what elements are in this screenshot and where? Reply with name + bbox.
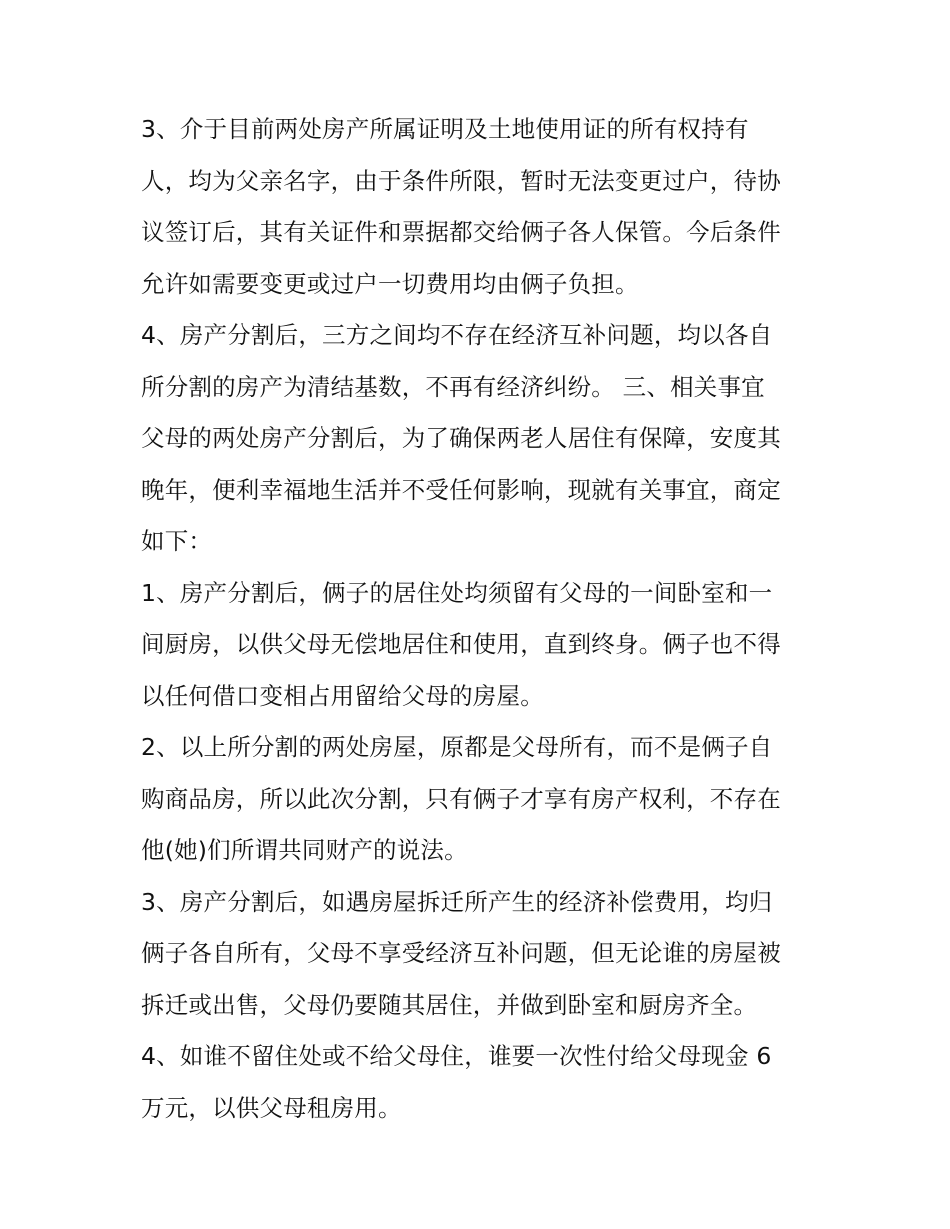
text-line: 拆迁或出售，父母仍要随其居住，并做到卧室和厨房齐全。 — [141, 990, 758, 1019]
text-line: 4、房产分割后，三方之间均不存在经济互补问题，均以各自 — [141, 321, 773, 349]
text-line: 如下： — [141, 527, 213, 555]
document-body — [141, 104, 813, 1134]
text-line: 所分割的房产为清结基数，不再有经济纠纷。 三、相关事宜 — [141, 372, 765, 401]
text-line: 允许如需要变更或过户一切费用均由俩子负担。 — [141, 269, 639, 298]
text-line: 3、房产分割后，如遇房屋拆迁所产生的经济补偿费用，均归 — [141, 887, 773, 916]
text-line: 2、以上所分割的两处房屋，原都是父母所有，而不是俩子自 — [141, 733, 773, 761]
text-line: 购商品房，所以此次分割，只有俩子才享有房产权利，不存在 — [141, 784, 781, 813]
text-line: 议签订后，其有关证件和票据都交给俩子各人保管。今后条件 — [141, 218, 781, 246]
text-line: 他(她)们所谓共同财产的说法。 — [141, 836, 468, 864]
text-line: 3、介于目前两处房产所属证明及土地使用证的所有权持有 — [141, 115, 749, 143]
text-line: 间厨房，以供父母无偿地居住和使用，直到终身。俩子也不得 — [141, 630, 781, 658]
text-line: 1、房产分割后，俩子的居住处均须留有父母的一间卧室和一 — [141, 578, 773, 607]
text-line: 人，均为父亲名字，由于条件所限，暂时无法变更过户，待协 — [141, 166, 781, 195]
text-line: 以任何借口变相占用留给父母的房屋。 — [141, 681, 544, 710]
text-line: 万元，以供父母租房用。 — [141, 1093, 402, 1122]
text-line: 父母的两处房产分割后，为了确保两老人居住有保障，安度其 — [141, 424, 781, 452]
text-line: 4、如谁不留住处或不给父母住，谁要一次性付给父母现金 6 — [141, 1042, 772, 1070]
text-line: 俩子各自所有，父母不享受经济互补问题，但无论谁的房屋被 — [141, 939, 781, 967]
text-line: 晚年，便利幸福地生活并不受任何影响，现就有关事宜，商定 — [141, 475, 781, 504]
